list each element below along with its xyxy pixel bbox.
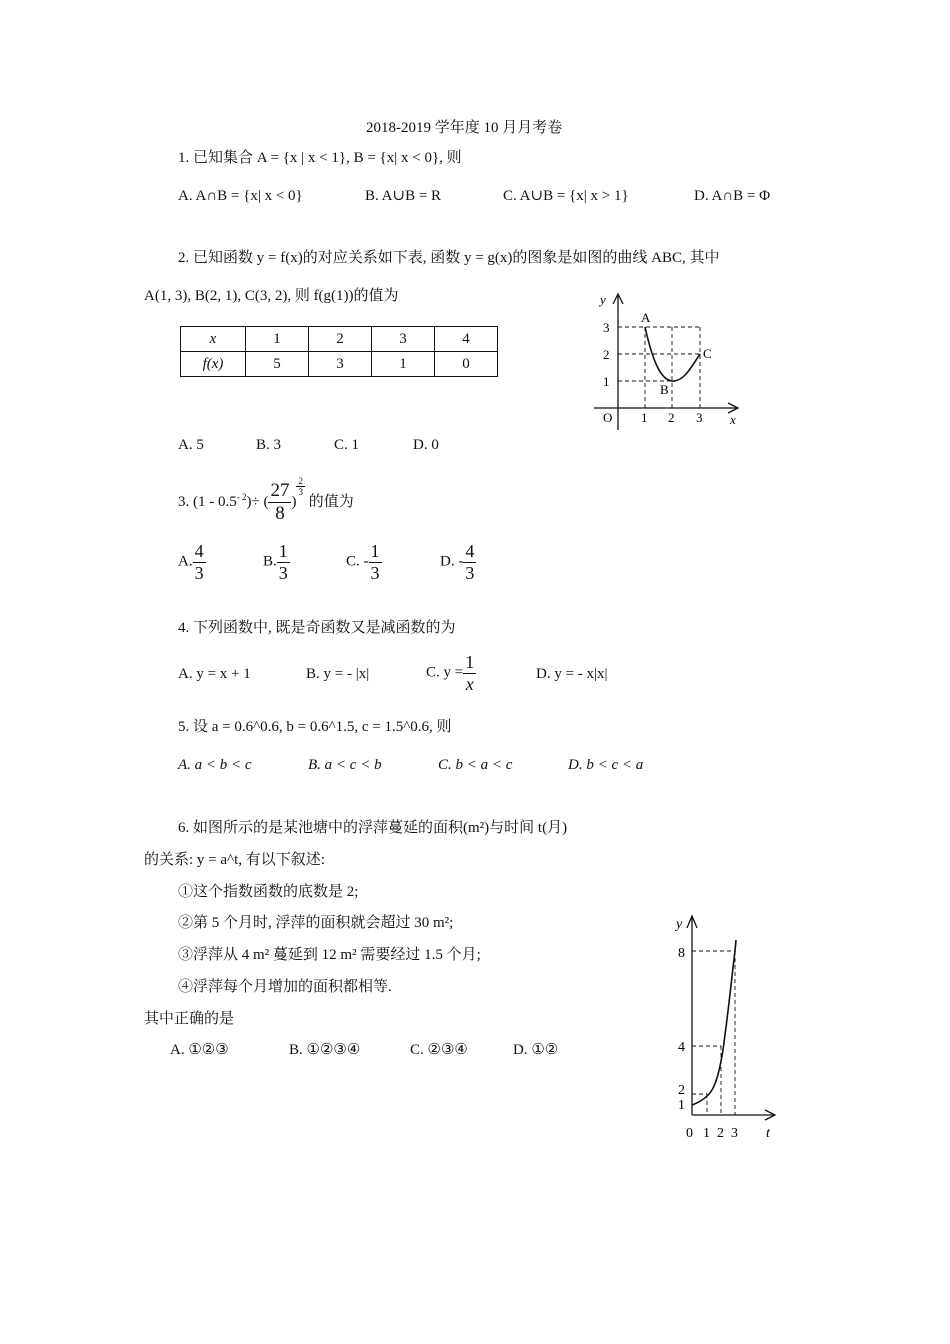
q2-stem-line2: A(1, 3), B(2, 1), C(3, 2), 则 f(g(1))的值为 [144, 288, 399, 304]
q5-option-b: B. a < c < b [308, 757, 382, 773]
q2-graph [580, 288, 750, 438]
q2-y-tick: 1 [603, 374, 610, 389]
q5-stem: 5. 设 a = 0.6^0.6, b = 0.6^1.5, c = 1.5^0.6, 则 [178, 719, 452, 735]
table-row [181, 327, 498, 352]
q1-stem: 1. 已知集合 A = {x | x < 1}, B = {x| x < 0}, 则 [178, 150, 462, 166]
q2-origin-label: O [603, 410, 613, 425]
q6-stem-line1: 6. 如图所示的是某池塘中的浮萍蔓延的面积(m²)与时间 t(月) [178, 820, 568, 836]
q1-option-a: A. A∩B = {x| x < 0} [178, 188, 303, 204]
q6-option-b: B. ①②③④ [289, 1042, 361, 1058]
table-cell: 5 [246, 352, 309, 377]
q1-option-c: C. A∪B = {x| x > 1} [503, 188, 629, 204]
q2-stem-line1: 2. 已知函数 y = f(x)的对应关系如下表, 函数 y = g(x)的图象是如图的曲线 ABC, 其中 [178, 250, 720, 266]
q6-graph [670, 910, 790, 1145]
q3-exponent: $\frac{2}{3}$ [298, 476, 303, 498]
q5-option-c: C. b < a < c [438, 757, 513, 773]
q6-x-tick: 0 [686, 1126, 693, 1141]
table-cell: 1 [372, 352, 435, 377]
q2-point-b-label: B [660, 382, 669, 397]
q6-statement-3: ③浮萍从 4 m² 蔓延到 12 m² 需要经过 1.5 个月; [178, 947, 481, 963]
q3-close: ) [291, 493, 297, 510]
q5-option-a: A. a < b < c [178, 757, 252, 773]
table-header-x: x [181, 327, 246, 352]
q2-y-tick: 3 [603, 320, 610, 335]
q2-option-d: D. 0 [413, 437, 439, 453]
q2-point-c-label: C [703, 346, 712, 361]
q3-mid: )÷ ( [246, 493, 269, 510]
table-cell: 3 [372, 327, 435, 352]
q1-option-d: D. A∩B = Φ [694, 188, 771, 204]
table-cell: 3 [309, 352, 372, 377]
q2-function-table [180, 326, 498, 377]
q6-option-c: C. ②③④ [410, 1042, 468, 1058]
q6-y-tick: 2 [678, 1083, 685, 1098]
table-cell: 1 [246, 327, 309, 352]
q6-x-label: t [766, 1126, 770, 1141]
q4-option-b: B. y = - |x| [306, 666, 370, 682]
q5-option-d: D. b < c < a [568, 757, 644, 773]
q2-x-tick: 2 [668, 410, 675, 425]
table-row [181, 352, 498, 377]
q3-option-c: C. - $\frac{1}{3}$ [346, 541, 380, 583]
q6-statement-4: ④浮萍每个月增加的面积都相等. [178, 979, 392, 995]
q3-option-a: A. $\frac{4}{3}$ [178, 541, 204, 583]
q6-x-tick: 1 [703, 1126, 710, 1141]
q4-option-d: D. y = - x|x| [536, 666, 608, 682]
q4-option-a: A. y = x + 1 [178, 666, 251, 682]
q3-option-b: B. $\frac{1}{3}$ [263, 541, 288, 583]
q6-y-tick: 4 [678, 1040, 685, 1055]
q6-option-d: D. ①② [513, 1042, 559, 1058]
table-header-fx: f(x) [181, 352, 246, 377]
table-cell: 4 [435, 327, 498, 352]
q2-option-c: C. 1 [334, 437, 360, 453]
q2-x-tick: 3 [696, 410, 703, 425]
q6-y-tick: 8 [678, 946, 685, 961]
q1-option-b: B. A∪B = R [365, 188, 442, 204]
q2-point-a-label: A [641, 310, 651, 325]
q6-y-label: y [676, 917, 683, 932]
q3-exp1: - 2 [236, 491, 247, 502]
q3-suffix: 的值为 [308, 493, 354, 510]
table-cell: 0 [435, 352, 498, 377]
table-cell: 2 [309, 327, 372, 352]
q4-option-c: C. y = $\frac{1}{x}$ [426, 652, 475, 694]
exam-title: 2018-2019 学年度 10 月月考卷 [366, 120, 563, 136]
q6-question: 其中正确的是 [144, 1011, 235, 1027]
q6-statement-2: ②第 5 个月时, 浮萍的面积就会超过 30 m²; [178, 915, 454, 931]
q6-x-tick: 2 [717, 1126, 724, 1141]
q6-stem-line2: 的关系: y = a^t, 有以下叙述: [144, 852, 325, 868]
q2-option-a: A. 5 [178, 437, 204, 453]
q3-option-d: D. - $\frac{4}{3}$ [440, 541, 475, 583]
q2-y-tick: 2 [603, 347, 610, 362]
q3-prefix: 3. (1 - 0.5 [178, 493, 237, 510]
q3-fraction: $\frac{27}{8}$ [270, 480, 290, 524]
q6-y-tick: 1 [678, 1098, 685, 1113]
q2-x-tick: 1 [641, 410, 648, 425]
q6-option-a: A. ①②③ [170, 1042, 229, 1058]
q2-option-b: B. 3 [256, 437, 282, 453]
q6-exponential-curve [692, 940, 736, 1105]
q6-x-tick: 3 [731, 1126, 738, 1141]
q4-stem: 4. 下列函数中, 既是奇函数又是减函数的为 [178, 620, 456, 636]
q6-statement-1: ①这个指数函数的底数是 2; [178, 884, 359, 900]
q2-y-label: y [600, 292, 606, 307]
q3-expression [178, 476, 354, 525]
q2-x-label: x [730, 412, 736, 427]
